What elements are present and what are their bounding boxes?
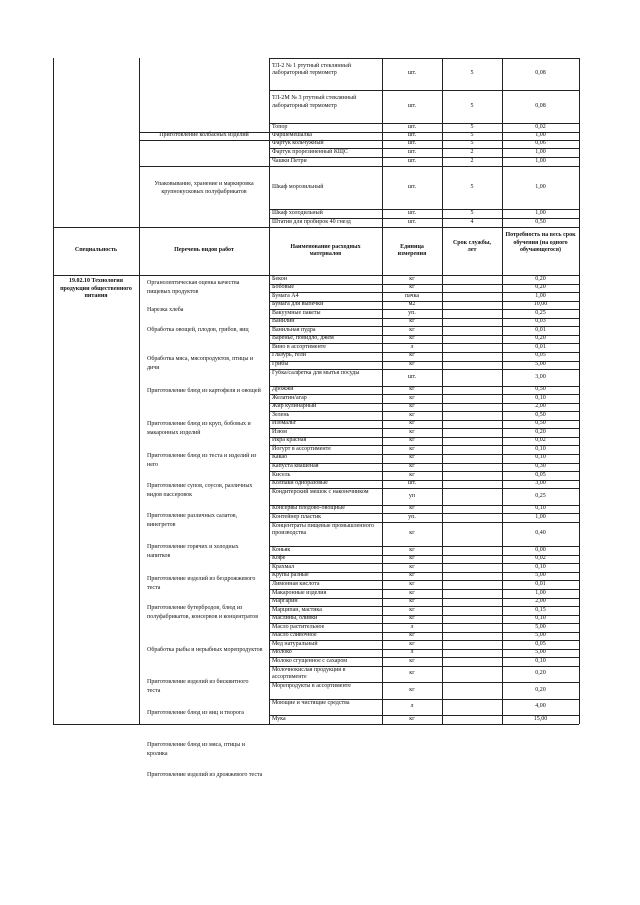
material-name: Йогурт в ассортименте <box>272 445 331 452</box>
top-row-years: 5 <box>470 209 474 216</box>
material-need: 0,20 <box>535 428 546 435</box>
material-unit: кг <box>409 555 415 562</box>
work-item: Приготовление блюд из яиц и творога <box>147 710 244 716</box>
material-name: Крупы разные <box>272 572 309 579</box>
material-unit: кг <box>409 715 415 722</box>
work-item: Приготовление различных салатов, винегретов <box>147 513 238 528</box>
material-unit: уп. <box>408 309 416 316</box>
top-row-unit: шт. <box>407 70 417 77</box>
table-rule <box>269 90 579 91</box>
top-row-need: 1,00 <box>535 132 546 139</box>
material-unit: уп <box>408 492 416 499</box>
material-name: Марципан, мастика <box>272 606 322 613</box>
material-name: Колпаки одноразовые <box>272 480 328 487</box>
table-rule <box>579 58 580 227</box>
material-need: 0,01 <box>535 580 546 587</box>
material-unit: кг <box>409 686 415 693</box>
material-name: Ванильная пудра <box>272 326 316 333</box>
material-name: Мука <box>272 715 286 722</box>
material-need: 0,10 <box>535 445 546 452</box>
top-row-name: ТЛ-2 № 1 ртутный стеклянный лабораторный термометр <box>272 62 351 77</box>
work-item: Приготовление супов, соусов, различных видов пассеровок <box>147 483 253 498</box>
material-need: 0,01 <box>535 326 546 333</box>
material-need: 0,10 <box>535 563 546 570</box>
table-rule <box>269 166 579 167</box>
material-unit: кг <box>409 589 415 596</box>
table-rule <box>442 227 443 275</box>
material-unit: кг <box>409 598 415 605</box>
material-name: Икра красная <box>272 437 307 444</box>
material-name: Жир кулинарный <box>272 403 317 410</box>
material-name: Изюм <box>272 428 287 435</box>
top-row-unit: шт. <box>407 123 417 130</box>
top-row-need: 1,00 <box>535 148 546 155</box>
top-row-years: 2 <box>470 157 474 164</box>
top-row-name: Чашки Петри <box>272 157 307 164</box>
material-unit: кг <box>409 403 415 410</box>
material-name: Капуста квашеная <box>272 463 319 470</box>
top-row-unit: шт. <box>407 148 417 155</box>
table-rule <box>579 275 580 724</box>
material-need: 0,20 <box>535 275 546 282</box>
material-unit: кг <box>409 615 415 622</box>
material-name: Контейнер пластик <box>272 513 322 520</box>
material-unit: шт. <box>407 480 417 487</box>
material-name: Желатин/агар <box>272 394 307 401</box>
material-name: Кондитерский мешок с наконечником <box>272 488 369 495</box>
table-rule <box>269 227 270 275</box>
material-name: Бумага для выпечки <box>272 301 324 308</box>
material-unit: м2 <box>408 301 416 308</box>
material-unit: кг <box>409 572 415 579</box>
material-name: Масло сливочное <box>272 632 317 639</box>
top-row-years: 5 <box>470 140 474 147</box>
top-row-need: 0,06 <box>535 140 546 147</box>
material-need: 0,03 <box>535 318 546 325</box>
material-need: 0,50 <box>535 386 546 393</box>
material-unit: кг <box>409 563 415 570</box>
work-item: Нарезка хлеба <box>147 307 184 313</box>
work-item: Приготовление изделий из бездрожжевого теста <box>147 576 256 591</box>
material-name: Макаронные изделия <box>272 589 327 596</box>
material-unit: кг <box>409 505 415 512</box>
material-name: Консервы плодово-овощные <box>272 505 345 512</box>
top-row-unit: шт. <box>407 132 417 139</box>
material-need: 1,00 <box>535 513 546 520</box>
material-name: Глазурь, гели <box>272 352 306 359</box>
material-unit: кг <box>409 335 415 342</box>
top-row-name: Фартук прорезиненный КЩС <box>272 148 348 155</box>
material-unit: кг <box>409 445 415 452</box>
material-unit: уп. <box>408 513 416 520</box>
material-need: 0,10 <box>535 394 546 401</box>
material-need: 0,20 <box>535 284 546 291</box>
material-unit: кг <box>409 318 415 325</box>
material-unit: кг <box>409 640 415 647</box>
material-name: Мед натуральный <box>272 640 318 647</box>
material-unit: кг <box>409 657 415 664</box>
table-rule <box>53 58 54 227</box>
material-unit: кг <box>409 386 415 393</box>
material-need: 1,00 <box>535 292 546 299</box>
top-row-unit: шт. <box>407 218 417 225</box>
table-rule <box>382 227 383 275</box>
material-need: 0,10 <box>535 657 546 664</box>
material-name: Какао <box>272 454 288 461</box>
material-need: 0,40 <box>535 530 546 537</box>
material-need: 0,25 <box>535 309 546 316</box>
material-unit: пачка <box>404 292 420 299</box>
material-unit: кг <box>409 606 415 613</box>
material-need: 5,00 <box>535 361 546 368</box>
material-unit: л <box>410 623 414 630</box>
material-need: 0,05 <box>535 352 546 359</box>
material-need: 0,10 <box>535 454 546 461</box>
material-name: Коньяк <box>272 546 291 553</box>
material-name: Масло растительное <box>272 623 325 630</box>
table-rule <box>139 140 269 141</box>
material-name: Морепродукты в ассортименте <box>272 683 351 690</box>
top-row-need: 0,50 <box>535 218 546 225</box>
material-need: 0,00 <box>535 546 546 553</box>
material-unit: кг <box>409 284 415 291</box>
material-name: Бекон <box>272 275 287 282</box>
material-name: Маргарин <box>272 598 298 605</box>
header-need: Потребность на весь срок обучения (на одного обучающегося) <box>505 232 576 254</box>
top-row-name: Шкаф морозильный <box>272 183 324 190</box>
material-unit: кг <box>409 411 415 418</box>
material-need: 3,00 <box>535 480 546 487</box>
top-row-name: Шкаф холодильный <box>272 209 323 216</box>
top-row-years: 5 <box>470 102 474 109</box>
material-unit: кг <box>409 463 415 470</box>
material-need: 2,00 <box>535 403 546 410</box>
table-rule <box>579 227 580 275</box>
material-need: 0,10 <box>535 615 546 622</box>
material-need: 1,00 <box>535 589 546 596</box>
top-row-need: 1,00 <box>535 209 546 216</box>
material-need: 0,02 <box>535 555 546 562</box>
material-need: 0,01 <box>535 343 546 350</box>
material-unit: кг <box>409 670 415 677</box>
material-unit: кг <box>409 437 415 444</box>
material-need: 0,20 <box>535 670 546 677</box>
top-row-need: 0,08 <box>535 70 546 77</box>
material-name: Бумага А4 <box>272 292 299 299</box>
material-need: 0,10 <box>535 505 546 512</box>
material-name: Кисель <box>272 471 291 478</box>
table-rule <box>53 724 579 725</box>
top-row-years: 5 <box>470 123 474 130</box>
material-need: 0,02 <box>535 437 546 444</box>
material-name: Дрожжи <box>272 386 294 393</box>
header-unit: Единица измерения <box>397 243 427 257</box>
material-name: Варенье, повидло, джем <box>272 335 334 342</box>
top-row-years: 5 <box>470 70 474 77</box>
top-row-years: 2 <box>470 148 474 155</box>
work-item: Приготовление блюд из мяса, птицы и кролика <box>147 742 245 757</box>
material-need: 5,00 <box>535 632 546 639</box>
table-rule <box>139 166 269 167</box>
material-need: 5,00 <box>535 623 546 630</box>
material-unit: кг <box>409 546 415 553</box>
top-row-need: 0,02 <box>535 123 546 130</box>
material-need: 0,20 <box>535 686 546 693</box>
material-unit: кг <box>409 428 415 435</box>
material-unit: кг <box>409 530 415 537</box>
material-name: Зелень <box>272 411 290 418</box>
top-row-name: Штатив для пробирок 40 гнезд <box>272 218 351 225</box>
header-specialty: Специальность <box>74 247 118 254</box>
material-unit: шт. <box>407 373 417 380</box>
top-row-unit: шт. <box>407 140 417 147</box>
table-rule <box>269 58 579 59</box>
work-item: Обработка мяса, мясопродуктов, птицы и дичи <box>147 356 254 371</box>
work-item: Обработка рыбы и нерыбных морепродуктов <box>147 647 263 653</box>
work-item: Приготовление изделий из дрожжевого теста <box>147 772 263 778</box>
material-name: Губка/салфетка для мытья посуды <box>272 369 360 376</box>
material-need: 0,15 <box>535 606 546 613</box>
material-need: 5,00 <box>535 572 546 579</box>
header-years: Срок службы, лет <box>452 239 492 254</box>
material-unit: кг <box>409 454 415 461</box>
material-need: 5,00 <box>535 649 546 656</box>
material-need: 10,00 <box>533 301 548 308</box>
material-need: 3,00 <box>535 373 546 380</box>
work-item: Приготовление блюд из картофеля и овощей <box>147 388 261 394</box>
material-name: Вино в ассортименте <box>272 343 326 350</box>
work-item: Приготовление блюд из теста и изделий из него <box>147 453 257 468</box>
material-name: Кофе <box>272 555 286 562</box>
header-works: Перечень видов работ <box>174 247 234 254</box>
material-need: 0,20 <box>535 335 546 342</box>
top-row-name: Топор <box>272 123 288 130</box>
table-rule <box>269 58 270 227</box>
material-name: Лимонная кислота <box>272 580 320 587</box>
table-rule <box>53 275 54 724</box>
material-name: Молоко сгущенное с сахаром <box>272 657 348 664</box>
work-item: Обработка овощей, плодов, грибов, яиц <box>147 327 249 333</box>
table-rule <box>139 58 140 227</box>
table-rule <box>139 275 140 724</box>
table-rule <box>53 227 579 228</box>
top-row-years: 5 <box>470 132 474 139</box>
material-need: 0,50 <box>535 420 546 427</box>
top-row-unit: шт. <box>407 209 417 216</box>
material-name: Вакуумные пакеты <box>272 309 321 316</box>
top-row-need: 1,00 <box>535 183 546 190</box>
material-unit: кг <box>409 580 415 587</box>
material-unit: кг <box>409 394 415 401</box>
material-name: Концентраты пищевые промышленного производства <box>272 522 375 537</box>
top-row-name: Фаршемешалка <box>272 132 312 139</box>
top-row-name: Фартук кольчужный <box>272 140 324 147</box>
material-unit: кг <box>409 275 415 282</box>
top-work-packaging: Упаковывание, хранение и маркировка крупнокусковых полуфабрикатов <box>154 181 254 195</box>
material-name: Бобовые <box>272 284 295 291</box>
material-name: Маслины, оливки <box>272 615 318 622</box>
material-need: 4,00 <box>535 703 546 710</box>
top-row-unit: шт. <box>407 102 417 109</box>
header-materials: Наименование расходных материалов <box>290 243 361 257</box>
material-name: Крахмал <box>272 563 295 570</box>
material-need: 2,00 <box>535 598 546 605</box>
material-name: Молочнокислая продукция в ассортименте <box>272 666 346 681</box>
top-row-need: 1,00 <box>535 157 546 164</box>
table-rule <box>502 227 503 275</box>
top-work-sausage: Приготовление колбасных изделий <box>159 132 249 139</box>
specialty-code: 19.02.10 Технология продукции общественного питания <box>60 278 132 299</box>
top-row-unit: шт. <box>407 157 417 164</box>
work-item: Приготовление горячих и холодных напитков <box>147 544 239 559</box>
top-row-need: 0,08 <box>535 102 546 109</box>
material-unit: кг <box>409 326 415 333</box>
work-item: Приготовление блюд из круп, бобовых и макаронных изделий <box>147 421 251 436</box>
material-need: 15,00 <box>533 715 548 722</box>
material-need: 0,05 <box>535 471 546 478</box>
top-row-name: ТЛ-2М № 3 ртутный стеклянный лабораторный термометр <box>272 95 357 109</box>
top-row-years: 4 <box>470 218 474 225</box>
material-name: Ванилин <box>272 318 295 325</box>
material-need: 0,25 <box>535 492 546 499</box>
material-unit: кг <box>409 352 415 359</box>
top-row-years: 5 <box>470 183 474 190</box>
material-name: Грибы <box>272 361 289 368</box>
material-unit: кг <box>409 632 415 639</box>
material-unit: л <box>410 703 414 710</box>
work-item: Приготовление изделий из бисквитного теста <box>147 679 249 694</box>
work-item: Приготовление бутербродов, блюд из полуфабрикатов, консервов и концентратов <box>147 605 259 620</box>
work-item: Органолептическая оценка качества пищевых продуктов <box>147 280 240 295</box>
top-row-unit: шт. <box>407 183 417 190</box>
material-name: Моющие и чистящие средства <box>272 699 350 706</box>
material-need: 0,50 <box>535 411 546 418</box>
material-name: Молоко <box>272 649 292 656</box>
material-unit: л <box>410 649 414 656</box>
material-unit: кг <box>409 420 415 427</box>
material-need: 0,05 <box>535 640 546 647</box>
material-need: 0,30 <box>535 463 546 470</box>
material-name: Изомальт <box>272 420 297 427</box>
material-unit: кг <box>409 361 415 368</box>
material-unit: л <box>410 343 414 350</box>
material-unit: кг <box>409 471 415 478</box>
